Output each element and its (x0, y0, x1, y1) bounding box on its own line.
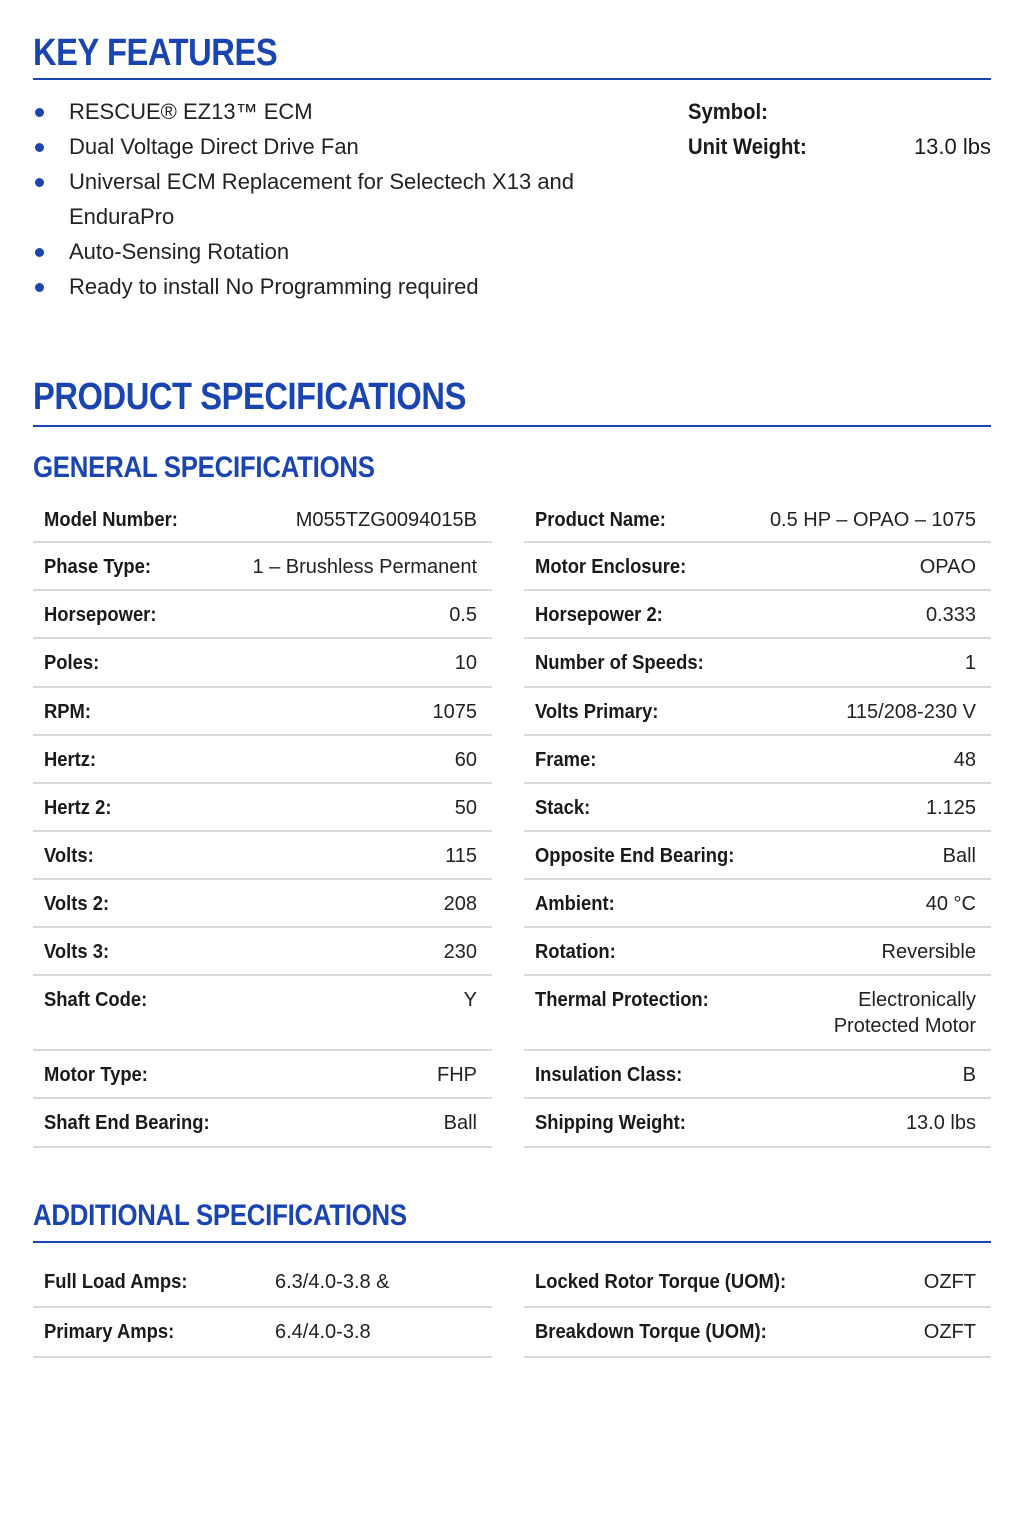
spec-row (524, 1099, 991, 1148)
spec-value: 230 (443, 941, 477, 963)
spec-label: Hertz 2: (44, 797, 112, 819)
spec-value: 0.5 (449, 604, 477, 626)
spec-value: 208 (443, 893, 477, 915)
spec-value: 1075 (432, 701, 477, 723)
spec-value: 0.333 (925, 604, 976, 626)
spec-value: Electronically Protected Motor (833, 989, 976, 1037)
spec-row (33, 736, 492, 784)
spec-row (524, 1051, 991, 1099)
spec-label: Rotation: (535, 941, 616, 963)
spec-value: 6.4/4.0-3.8 (275, 1321, 371, 1343)
spec-row (33, 928, 492, 976)
general-specs-left-column (33, 496, 492, 1148)
spec-value: 60 (454, 749, 477, 771)
product-specifications-divider (33, 425, 991, 427)
feature-item (33, 164, 623, 234)
spec-value: 1.125 (925, 797, 976, 819)
additional-specs-left-column (33, 1258, 492, 1358)
spec-row (524, 1308, 991, 1358)
spec-value: 1 – Brushless Permanent (252, 556, 477, 578)
spec-label: Primary Amps: (44, 1321, 175, 1343)
spec-row (524, 928, 991, 976)
additional-specifications-divider (33, 1241, 991, 1243)
feature-text: RESCUE® EZ13™ ECM (69, 99, 313, 124)
feature-text: Dual Voltage Direct Drive Fan (69, 134, 359, 159)
additional-specs-right-column (524, 1258, 991, 1358)
spec-value: Reversible (881, 941, 976, 963)
spec-row (33, 1308, 492, 1358)
additional-specifications-title: ADDITIONAL SPECIFICATIONS (33, 1199, 407, 1232)
bullet-icon (35, 248, 44, 257)
spec-label: Horsepower: (44, 604, 157, 626)
spec-row (33, 976, 492, 1051)
feature-text: Auto-Sensing Rotation (69, 239, 290, 264)
feature-item (33, 94, 633, 129)
key-features-summary (688, 94, 991, 164)
spec-value: FHP (437, 1064, 477, 1086)
bullet-icon (35, 108, 44, 117)
key-features-title: KEY FEATURES (33, 32, 278, 74)
spec-value: 1 (964, 652, 976, 674)
spec-row (524, 736, 991, 784)
spec-row (524, 639, 991, 688)
spec-label: Phase Type: (44, 556, 152, 578)
spec-value: OZFT (923, 1321, 976, 1343)
spec-label: Locked Rotor Torque (UOM): (535, 1271, 787, 1293)
spec-row (33, 1258, 492, 1308)
spec-label: Model Number: (44, 509, 178, 531)
spec-label: Opposite End Bearing: (535, 845, 735, 867)
spec-row (33, 496, 492, 543)
spec-value: 40 °C (925, 893, 976, 915)
feature-item (33, 269, 633, 304)
spec-row (33, 784, 492, 832)
bullet-icon (35, 143, 44, 152)
spec-value: 10 (454, 652, 477, 674)
spec-label: Breakdown Torque (UOM): (535, 1321, 767, 1343)
spec-row (524, 543, 991, 591)
spec-label: Motor Type: (44, 1064, 148, 1086)
key-features-list (33, 94, 633, 304)
spec-value: Ball (942, 845, 976, 867)
spec-value: 115 (445, 845, 477, 867)
spec-row (524, 976, 991, 1051)
spec-row (524, 591, 991, 639)
spec-value: OZFT (923, 1271, 976, 1293)
spec-label: Horsepower 2: (535, 604, 663, 626)
spec-row (33, 880, 492, 928)
spec-label: Product Name: (535, 509, 666, 531)
spec-row (33, 1051, 492, 1099)
spec-value: M055TZG0094015B (295, 509, 477, 531)
spec-label: Number of Speeds: (535, 652, 704, 674)
spec-value: 48 (953, 749, 976, 771)
spec-row (33, 591, 492, 639)
general-specifications-title: GENERAL SPECIFICATIONS (33, 451, 375, 484)
unit-weight-label: Unit Weight: (688, 134, 807, 159)
spec-label: Volts 2: (44, 893, 110, 915)
symbol-row (688, 94, 991, 129)
spec-row (524, 880, 991, 928)
bullet-icon (35, 178, 44, 187)
spec-value: 6.3/4.0-3.8 & (275, 1271, 390, 1293)
feature-text: Ready to install No Programming required (69, 274, 479, 299)
spec-value: Y (463, 989, 477, 1011)
spec-label: Hertz: (44, 749, 97, 771)
spec-label: Ambient: (535, 893, 615, 915)
spec-label: RPM: (44, 701, 92, 723)
spec-label: Shaft Code: (44, 989, 148, 1011)
spec-row (33, 832, 492, 880)
spec-label: Poles: (44, 652, 100, 674)
spec-label: Stack: (535, 797, 591, 819)
product-specifications-title: PRODUCT SPECIFICATIONS (33, 376, 466, 418)
bullet-icon (35, 283, 44, 292)
spec-label: Shaft End Bearing: (44, 1112, 210, 1134)
feature-item (33, 234, 633, 269)
spec-label: Full Load Amps: (44, 1271, 188, 1293)
spec-label: Thermal Protection: (535, 989, 709, 1011)
unit-weight-row (688, 129, 991, 164)
spec-row (524, 496, 991, 543)
spec-label: Volts Primary: (535, 701, 659, 723)
spec-value: OPAO (919, 556, 976, 578)
spec-value: 50 (454, 797, 477, 819)
spec-row (33, 688, 492, 736)
spec-label: Shipping Weight: (535, 1112, 686, 1134)
spec-value: 115/208-230 V (846, 701, 976, 723)
spec-row (524, 1258, 991, 1308)
spec-row (524, 784, 991, 832)
spec-label: Volts: (44, 845, 94, 867)
spec-row (524, 832, 991, 880)
spec-value: Ball (443, 1112, 477, 1134)
spec-label: Motor Enclosure: (535, 556, 687, 578)
spec-label: Insulation Class: (535, 1064, 683, 1086)
spec-value: B (962, 1064, 976, 1086)
spec-value: 13.0 lbs (905, 1112, 976, 1134)
spec-row (33, 1099, 492, 1148)
feature-item (33, 129, 633, 164)
unit-weight-value: 13.0 lbs (913, 134, 991, 159)
spec-value: 0.5 HP – OPAO – 1075 (769, 509, 976, 531)
symbol-label: Symbol: (688, 99, 768, 124)
spec-label: Frame: (535, 749, 597, 771)
spec-row (524, 688, 991, 736)
key-features-divider (33, 78, 991, 80)
general-specs-right-column (524, 496, 991, 1148)
spec-label: Volts 3: (44, 941, 110, 963)
feature-text: Universal ECM Replacement for Selectech X13 and EnduraPro (69, 169, 575, 229)
spec-row (33, 543, 492, 591)
spec-row (33, 639, 492, 688)
